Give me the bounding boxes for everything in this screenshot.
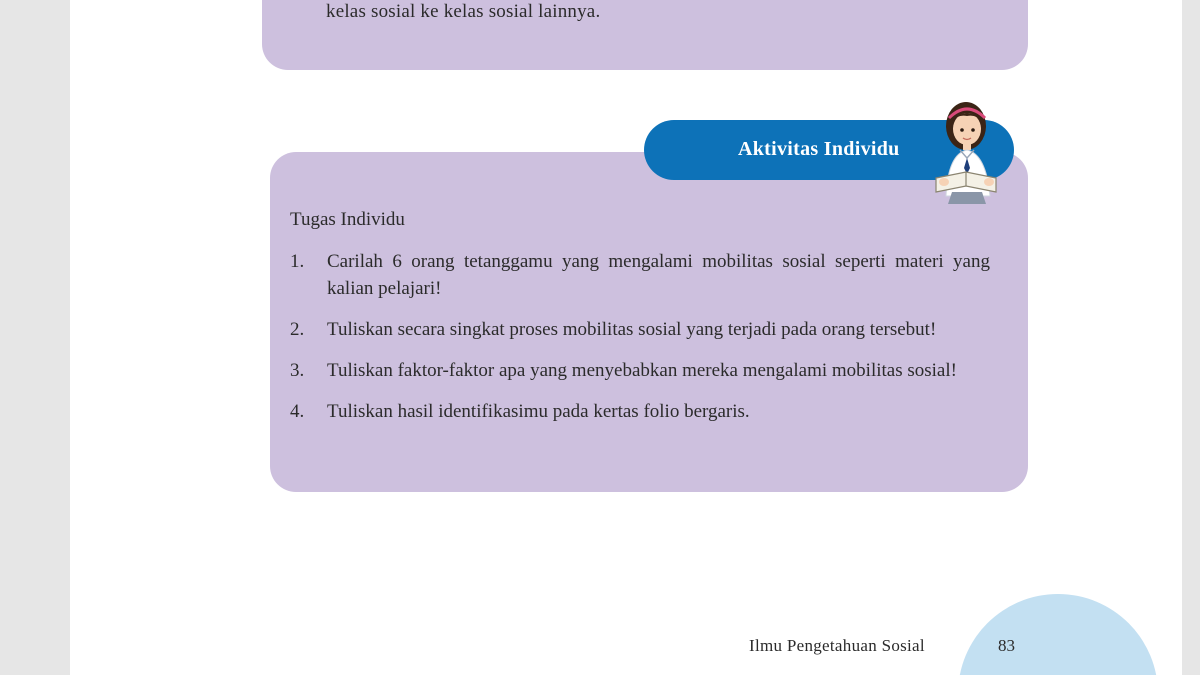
activity-title: Aktivitas Individu [738,138,900,160]
activity-box [270,152,1028,492]
list-item-text: Tuliskan hasil identifikasimu pada kertas folio bergaris. [327,401,750,422]
list-item-text: Tuliskan secara singkat proses mobilitas sosial yang terjadi pada orang tersebut! [327,319,937,340]
list-item-text: Carilah 6 orang tetanggamu yang mengalami mobilitas sosial seperti materi yang kalian pelajari! [327,251,990,299]
list-item [290,398,990,425]
page-number-circle [958,594,1158,675]
document-page [70,0,1182,675]
task-list [290,248,990,439]
list-item-number: 1. [290,251,305,272]
list-item-number: 4. [290,401,305,422]
list-item [290,316,990,343]
list-item [290,248,990,302]
student-reading-illustration [932,96,1002,204]
page-number: 83 [998,636,1015,655]
list-item-number: 2. [290,319,305,340]
previous-content-text: kelas sosial ke kelas sosial lainnya. [326,1,601,22]
task-heading: Tugas Individu [290,209,405,230]
previous-content-box [262,0,1028,70]
list-item-number: 3. [290,360,305,381]
book-title-footer: Ilmu Pengetahuan Sosial [749,636,925,655]
list-item [290,357,990,384]
list-item-text: Tuliskan faktor-faktor apa yang menyebabkan mereka mengalami mobilitas sosial! [327,360,957,381]
